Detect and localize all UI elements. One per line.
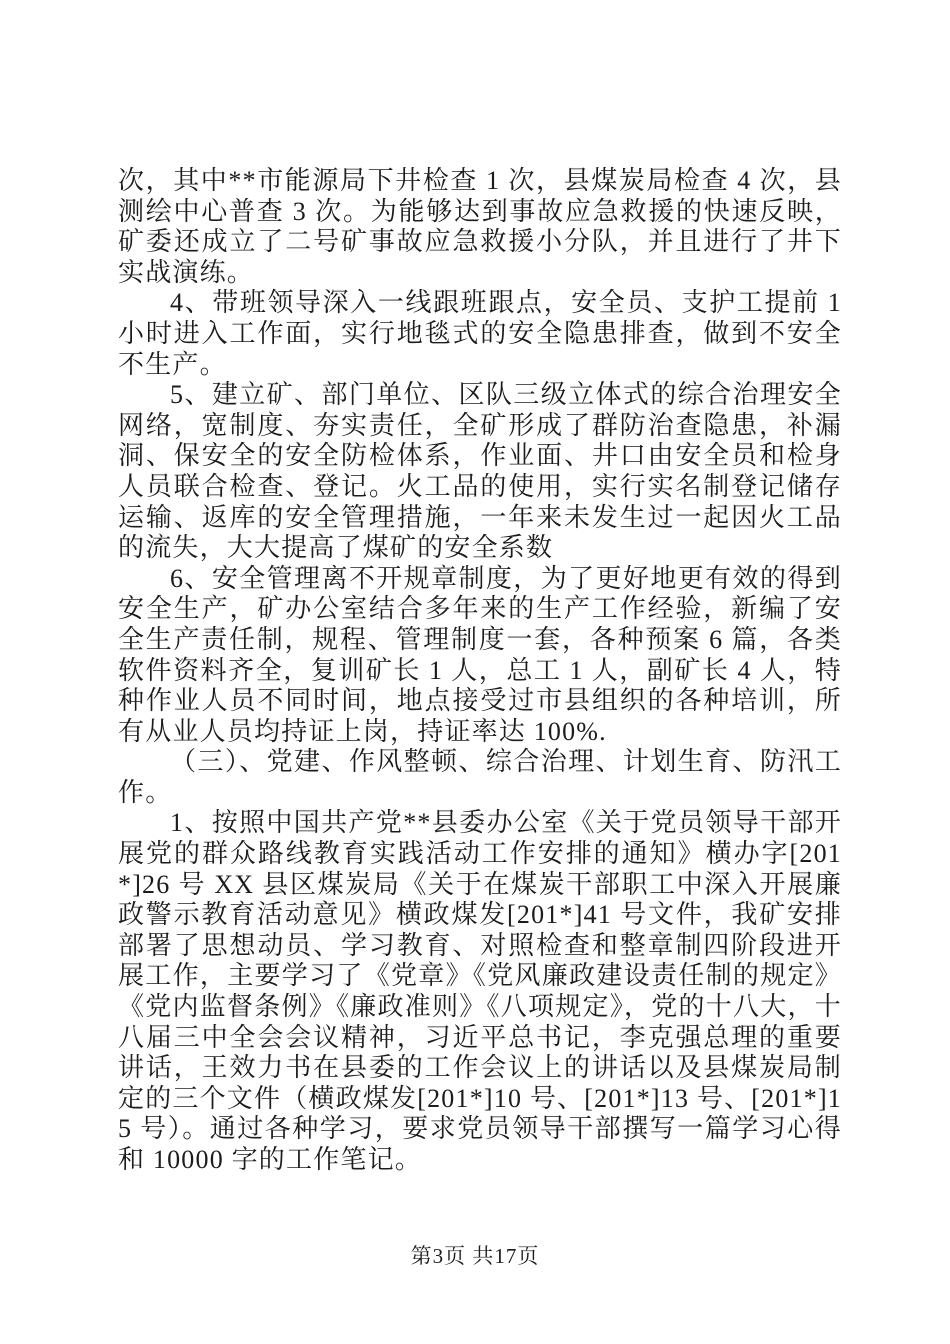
paragraph: 4、带班领导深入一线跟班跟点，安全员、支护工提前 1 小时进入工作面，实行地毯式的安全隐患排查，做到不安全不生产。 (118, 288, 842, 379)
paragraph: 次，其中**市能源局下井检查 1 次，县煤炭局检查 4 次，县测绘中心普查 3 次。为能够达到事故应急救援的快速反映，矿委还成立了二号矿事故应急救援小分队，并且进行了井下实战演练。 (118, 166, 842, 287)
paragraph: 6、安全管理离不开规章制度，为了更好地更有效的得到安全生产，矿办公室结合多年来的生产工作经验，新编了安全生产责任制，规程、管理制度一套，各种预案 6 篇，各类软件资料齐全，复训矿长 1 人，总工 1 人，副矿长 4 人，特种作业人员不同时间，地点接受过市县组织的各种培训，所有从业人员均持证上岗，持证率达 100%. (118, 563, 842, 746)
paragraph: 1、按照中国共产党**县委办公室《关于党员领导干部开展党的群众路线教育实践活动工作安排的通知》横办字[201*]26 号 XX 县区煤炭局《关于在煤炭干部职工中深入开展廉政警示教育活动意见》横政煤发[201*]41 号文件，我矿安排部署了思想动员、学习教育、对照检查和整章制四阶段进开展工作，主要学习了《党章》《党风廉政建设责任制的规定》《党内监督条例》《廉政准则》《八项规定》，党的十八大，十八届三中全会会议精神，习近平总书记，李克强总理的重要讲话，王效力书在县委的工作会议上的讲话以及县煤炭局制定的三个文件（横政煤发[201*]10 号、[201*]13 号、[201*]15 号）。通过各种学习，要求党员领导干部撰写一篇学习心得和 10000 字的工作笔记。 (118, 808, 842, 1174)
section-heading: （三）、党建、作风整顿、综合治理、计划生育、防汛工作。 (118, 747, 842, 807)
document-body (118, 166, 842, 1176)
page-number-footer: 第3页 共17页 (410, 1244, 540, 1268)
paragraph: 5、建立矿、部门单位、区队三级立体式的综合治理安全网络，宽制度、夯实责任，全矿形成了群防治查隐患，补漏洞、保安全的安全防检体系，作业面、井口由安全员和检身人员联合检查、登记。火工品的使用，实行实名制登记储存运输、返库的安全管理措施，一年来未发生过一起因火工品的流失，大大提高了煤矿的安全系数 (118, 380, 842, 563)
